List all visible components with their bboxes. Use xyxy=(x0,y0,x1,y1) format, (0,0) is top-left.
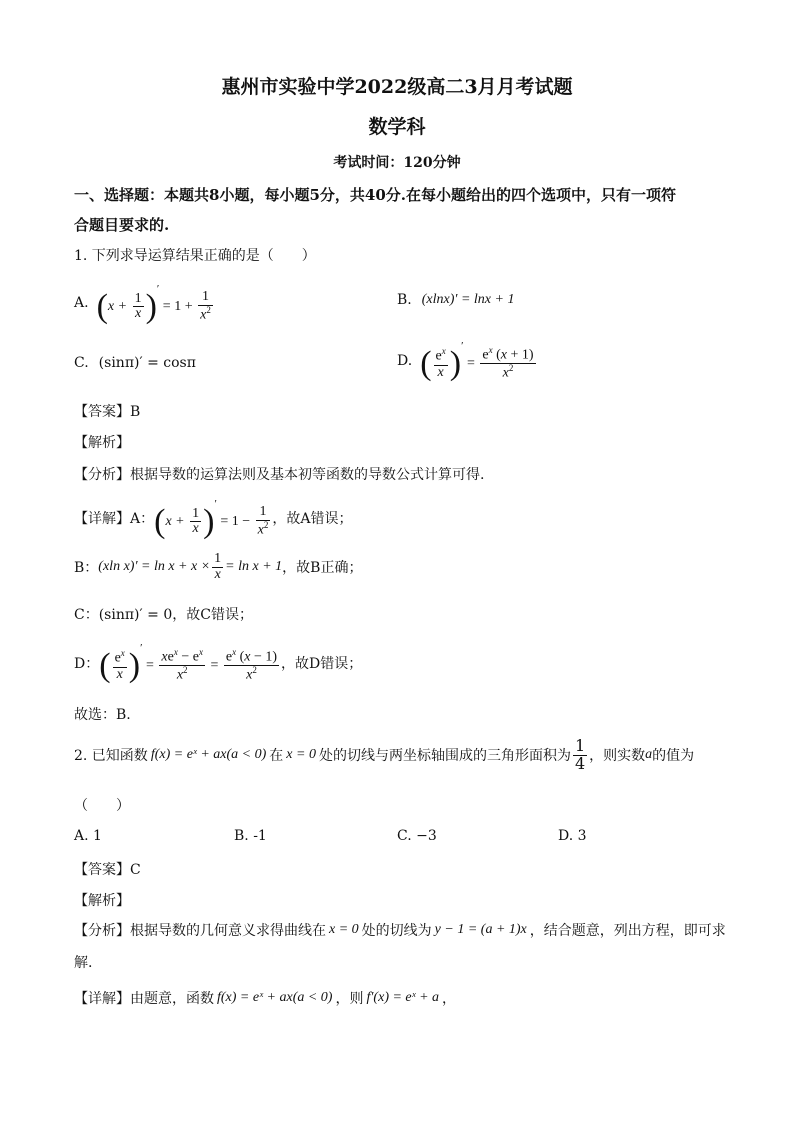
exam-time: 考试时间：120分钟 xyxy=(333,155,461,171)
q1-option-c xyxy=(74,355,196,371)
q2-detail-deriv: f′(x) = eˣ + a xyxy=(366,990,440,1005)
q2-stem-frac: $\frac{1}{4}$ xyxy=(574,736,586,773)
q2-detail xyxy=(74,988,456,1008)
q1-conclusion: 故选：B. xyxy=(74,707,131,723)
q1-detail-b-prefix: B： xyxy=(74,560,99,577)
q1-option-c-formula: (sinπ)′ = cosπ xyxy=(98,355,196,371)
q1-answer: 【答案】B xyxy=(74,404,141,420)
q1-detail-d-suffix: ，故D错误； xyxy=(281,655,363,672)
q2-analysis-cond: x = 0 xyxy=(329,922,359,937)
section-heading-line1: 一、选择题：本题共8小题，每小题5分，共40分.在每小题给出的四个选项中，只有一项符 xyxy=(74,186,676,204)
q2-paren: （ ） xyxy=(74,798,130,814)
q2-analysis xyxy=(74,920,726,940)
q2-stem-var: a xyxy=(645,747,653,763)
q2-stem-end: 的值为 xyxy=(652,748,695,765)
q1-detail-prefix: 【详解】A： xyxy=(74,511,155,528)
q2-answer: 【答案】C xyxy=(74,862,141,878)
q2-analysis-post: ，结合题意，列出方程，即可求 xyxy=(529,923,726,939)
q1-option-a-label: A. xyxy=(74,295,89,312)
q1-option-b-formula: (xlnx)′ = lnx + 1 xyxy=(421,292,515,307)
q2-stem xyxy=(74,738,694,773)
q1-detail-a xyxy=(74,498,353,539)
q1-detail-a-formula: (x + $\frac{1}{x}$ )′ = 1 − $\frac{1}{x^2}$ xyxy=(154,498,269,540)
q1-detail-b-frac: $\frac{1}{x}$ xyxy=(214,551,222,582)
q1-detail-b-expr: (xln x)′ = ln x + x × xyxy=(98,559,211,575)
q2-stem-pre: 2. 已知函数 xyxy=(74,748,148,765)
q2-stem-mid2: 处的切线与两坐标轴围成的三角形面积为 xyxy=(318,748,571,765)
q1-detail-d-formula: ( $\frac{e^x}{x}$ )′ = $\frac{xe^x - e^x}{x^2}$ = $\frac{e^x (x - 1)}{x^2}$ xyxy=(99,642,278,684)
q2-option-c: C. −3 xyxy=(397,828,437,844)
q1-option-b-label: B. xyxy=(397,292,412,308)
q1-detail-b-suffix: ，故B正确； xyxy=(282,560,363,577)
q1-detail-d-prefix: D： xyxy=(74,655,100,672)
q1-option-c-label: C. xyxy=(74,355,89,371)
q2-stem-func: f(x) = eˣ + ax(a < 0) xyxy=(150,747,267,763)
q2-detail-mid: ，则 xyxy=(335,991,364,1007)
q1-option-d-formula: ( $\frac{e^x}{x}$ )′ = $\frac{e^x (x + 1)}{x^2}$ xyxy=(420,340,534,382)
q1-option-d-label: D. xyxy=(397,352,413,369)
q2-analysis-line: y − 1 = (a + 1)x xyxy=(434,922,527,937)
q2-analysis-line2: 解. xyxy=(74,955,93,971)
q2-option-b: B. -1 xyxy=(234,828,267,844)
q1-detail-b xyxy=(74,552,362,582)
q1-jiexi: 【解析】 xyxy=(74,435,130,451)
q1-detail-a-suffix: ，故A错误； xyxy=(272,511,353,528)
q2-option-a: A. 1 xyxy=(74,828,102,844)
q2-stem-post: ，则实数 xyxy=(589,748,646,765)
q1-option-b xyxy=(397,292,514,308)
q2-option-d: D. 3 xyxy=(558,828,587,844)
q2-analysis-mid: 处的切线为 xyxy=(361,923,432,939)
q1-option-d xyxy=(397,340,538,382)
q2-detail-pre: 【详解】由题意，函数 xyxy=(74,991,214,1007)
q2-detail-func: f(x) = eˣ + ax(a < 0) xyxy=(217,990,333,1005)
section-heading-line2: 合题目要求的. xyxy=(74,216,170,234)
q1-option-a xyxy=(74,283,215,324)
q1-detail-d xyxy=(74,642,362,684)
q1-detail-b-tail: = ln x + 1 xyxy=(225,559,283,575)
q2-stem-cond: x = 0 xyxy=(286,747,316,763)
q1-option-a-formula: (x + $\frac{1}{x}$ )′ = 1 + $\frac{1}{x^2}$ xyxy=(96,283,211,325)
q2-jiexi: 【解析】 xyxy=(74,893,130,909)
q1-stem: 1. 下列求导运算结果正确的是（ ） xyxy=(74,248,316,264)
q2-detail-end: ， xyxy=(442,991,457,1007)
q1-analysis: 【分析】根据导数的运算法则及基本初等函数的导数公式计算可得. xyxy=(74,467,485,483)
q2-stem-mid1: 在 xyxy=(269,748,284,765)
subject-title: 数学科 xyxy=(368,116,426,138)
exam-title: 惠州市实验中学2022级高二3月月考试题 xyxy=(221,76,573,98)
q2-analysis-pre: 【分析】根据导数的几何意义求得曲线在 xyxy=(74,923,326,939)
q1-detail-c: C：(sinπ)′ = 0，故C错误； xyxy=(74,607,253,623)
